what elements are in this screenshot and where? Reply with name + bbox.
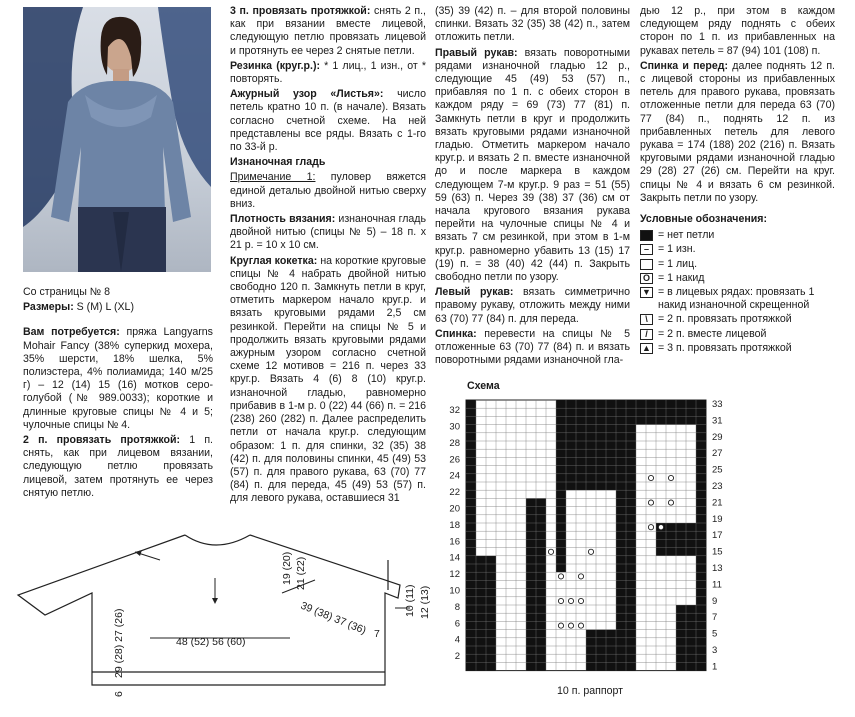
legend [640, 213, 840, 356]
row-number-left: 28 [449, 437, 460, 449]
no-stitch-cell [586, 630, 616, 671]
legend-rows [640, 229, 840, 355]
legend-text: = 1 лиц. [658, 257, 698, 270]
no-stitch-cell [696, 400, 706, 671]
legend-symbol-icon: O [640, 273, 653, 284]
yarn-over-icon [558, 623, 563, 628]
yarn-over-icon [648, 500, 653, 505]
back-front-text: далее поднять 12 п. с лицевой стороны из прибавленных петель для правого рукава, провязать отложенные петли для переда 63 (70) 77 (84) п., поднять 12 п. из прибавленных петель для левого рукава = 174 (188) 202 (216) п. Вязать круговыми рядами изнаночной гладью 29 (28) 27 (26) см. Перейти на круг. спицы № 4 и вязать 6 см резинкой. Закрыть петли по узору. [640, 59, 836, 204]
legend-item [640, 328, 840, 341]
note-text: пуловер вяжется единой деталью двойной нитью сверху вниз. [230, 171, 426, 210]
arrow-head-icon [212, 598, 218, 604]
rapport-label: 10 п. раппорт [556, 685, 623, 697]
yarn-over-icon [578, 623, 583, 628]
lace-label: Ажурный узор «Листья»: [230, 88, 384, 101]
row-number-right: 27 [712, 448, 723, 460]
yarn-over-icon [668, 500, 673, 505]
yoke-depth-a: 19 (20) [281, 551, 293, 585]
no-stitch-cell [466, 400, 476, 671]
legend-item [640, 313, 840, 326]
row-number-left: 10 [449, 585, 460, 597]
intro-column [23, 286, 213, 502]
row-number-left: 24 [449, 470, 460, 482]
yoke-label: Круглая кокетка: [230, 254, 318, 267]
rib-label: Резинка (круг.р.): [230, 59, 321, 72]
legend-text: = 2 п. вместе лицевой [658, 327, 767, 340]
row-number-left: 18 [449, 519, 460, 531]
gauge-label: Плотность вязания: [230, 213, 336, 226]
yarn-over-icon [558, 574, 563, 579]
row-number-left: 2 [454, 651, 460, 663]
legend-symbol-icon: ▼ [640, 287, 653, 298]
sizes-line [23, 301, 213, 314]
materials-label: Вам потребуется: [23, 326, 120, 339]
legend-symbol-icon [640, 259, 653, 270]
row-number-right: 23 [712, 480, 723, 492]
back-text: перевести на спицы № 5 отложенные 63 (70) 77 (84) п. и вязать поворотными рядами изнаночной гла- [435, 327, 630, 367]
instructions-column-4 [640, 5, 835, 207]
legend-symbol-icon [640, 230, 653, 241]
legend-symbol-icon: / [640, 329, 653, 340]
yarn-over-icon [578, 574, 583, 579]
legend-text: = нет петли [658, 229, 715, 242]
legend-item [640, 243, 840, 256]
sleeve-length: 39 (38) 37 (36) [298, 599, 368, 637]
back-front-label: Спинка и перед: [640, 59, 729, 72]
lace-chart [440, 392, 730, 684]
rib-text: * 1 лиц., 1 изн., от * повторять. [230, 59, 426, 86]
row-number-left: 16 [449, 536, 460, 548]
instructions-column-2 [230, 5, 426, 508]
yoke-depth-b: 21 (22) [295, 556, 307, 590]
gauge-text: изнаночная гладь двойной нитью (спицы № 5) – 18 п. х 21 р. = 10 х 10 см. [230, 213, 426, 252]
note-paragraph [230, 171, 426, 211]
row-number-right: 9 [712, 595, 718, 607]
row-number-left: 32 [449, 405, 460, 417]
legend-text: = 1 накид [658, 271, 705, 284]
left-sleeve-text: вязать симметрично правому рукаву, отложить между ними 63 (70) 77 (84) п. для переда. [435, 286, 630, 325]
garment-schematic [0, 500, 440, 717]
model-photo [23, 7, 211, 272]
cuff-width-b: 12 (13) [419, 585, 431, 619]
legend-item [640, 229, 840, 242]
row-number-right: 1 [712, 661, 718, 673]
body-length: 29 (28) 27 (26) [113, 608, 125, 678]
yarn-over-icon [578, 598, 583, 603]
purl-heading: Изнаночная гладь [230, 156, 326, 169]
yarn-over-icon [658, 525, 663, 530]
legend-text: = 1 изн. [658, 243, 696, 256]
legend-symbol-icon: \ [640, 314, 653, 325]
legend-item [640, 272, 840, 285]
k2tog-label: 2 п. провязать протяжкой: [23, 434, 181, 447]
right-sleeve-label: Правый рукав: [435, 46, 518, 59]
spacer [23, 316, 213, 324]
yarn-over-icon [548, 549, 553, 554]
row-number-right: 3 [712, 644, 718, 656]
yarn-over-icon [568, 598, 573, 603]
materials-paragraph [23, 326, 213, 432]
legend-item [640, 342, 840, 355]
sizes-value: S (M) L (XL) [73, 301, 134, 314]
model-photo-illustration [23, 7, 211, 272]
row-number-right: 17 [712, 530, 723, 542]
cuff-width-a: 10 (11) [404, 584, 416, 617]
legend-text: = 3 п. провязать протяжкой [658, 341, 792, 354]
no-stitch-cell [556, 400, 566, 572]
row-number-right: 31 [712, 415, 723, 427]
rib-paragraph [230, 60, 426, 86]
lace-text: число петель кратно 10 п. (в начале). Вязать согласно счетной схеме. На ней представлены все ряды. Вязать с 1-го по 33-й р. [230, 88, 426, 154]
row-number-right: 29 [712, 431, 723, 443]
legend-text: = 2 п. провязать протяжкой [658, 313, 792, 326]
legend-symbol-icon: ▲ [640, 343, 653, 354]
legend-title: Условные обозначения: [640, 213, 767, 225]
yarn-over-icon [648, 475, 653, 480]
legend-item [640, 286, 840, 312]
k3-label: 3 п. провязать протяжкой: [230, 5, 371, 17]
right-sleeve-text: вязать поворотными рядами изнаночной гладью 12 р., следующие 45 (49) 53 (57) п., прибавляя по 1 п. с обеих сторон в каждом ряду = 69 (73) 77 (81) п. Замкнуть петли в круг и продолжить вязать круговыми рядами изнаночной гладью. Отметить маркером начало круг.р. и вязать 2 п. вместе изнаночной до и после маркера в каждом следующем 7-м круг.р. 9 раз = 51 (55) 59 (63) п. Через 39 (38) 37 (36) см от начала кругового вязания рукава перейти на чулочные спицы № 4 и вязать 7 см резинкой, при этом в 1-м круг.р. равномерно убавить 13 (15) 17 (19) п. = 38 (40) 42 (44) п. Закрыть свободно петли по узору. [435, 46, 630, 284]
right-sleeve-paragraph [435, 47, 630, 285]
source-page: Со страницы № 8 [23, 286, 111, 298]
schema-title: Схема [467, 380, 500, 392]
cuff-height: 7 [374, 628, 380, 640]
yarn-over-icon [588, 549, 593, 554]
row-number-left: 12 [449, 569, 460, 581]
k3-paragraph [230, 5, 426, 58]
body-outline [18, 535, 400, 685]
gauge-paragraph [230, 213, 426, 253]
neckline [185, 535, 250, 545]
yoke-paragraph [230, 255, 426, 506]
legend-text: = в лицевых рядах: провязать 1 накид изнаночной скрещенной [658, 286, 815, 312]
row-number-right: 21 [712, 497, 723, 509]
left-sleeve-label: Левый рукав: [435, 286, 514, 299]
yoke-text: на короткие круговые спицы № 4 набрать двойной нитью свободно 120 п. Замкнуть петли в круг, отметить маркером начало круг.р. и вязать круговыми рядами 2,5 см резинкой. Перейти на спицы № 5 и продолжить вязать круговыми рядами ажурным узором согласно счетной схеме 12 мотивов = 216 п. через 33 круг.р. Вязать 4 (6) 8 (10) круг.р. изнаночной гладью, равномерно прибавив в 1-м р. 0 (22) 44 (66) п. = 216 (238) 260 (282) п. Далее распределить петли от начала круг.р. следующим образом: 1 п. для спинки, 32 (35) 38 (42) п. для половины спинки, 45 (49) 53 (57) п. для правого рукава, 63 (70) 77 (84) п. для переда, 45 (49) 53 (57) п. для левого рукава, оставшиеся 31 [230, 254, 426, 505]
row-number-left: 20 [449, 503, 460, 515]
left-sleeve-paragraph [435, 286, 630, 326]
row-number-left: 4 [454, 634, 460, 646]
row-number-right: 25 [712, 464, 723, 476]
sizes-label: Размеры: [23, 301, 74, 314]
k2tog-paragraph [23, 434, 213, 500]
chest-measure: 48 (52) 56 (60) [176, 636, 246, 648]
row-number-right: 19 [712, 513, 723, 525]
note-label: Примечание 1: [230, 171, 316, 184]
materials-text: пряжа Langyarns Mohair Fancy (38% суперкид мохера, 35% шерсти, 18% шелка, 5% полиэстера, 4% полиамида; 140 м/25 г) – 12 (14) 15 (16) мотков серо-голубой (№ 989.0033); короткие и длинные круговые спицы № 4 и 5; чулочные спицы № 4. [23, 326, 213, 431]
legend-symbol-icon: – [640, 244, 653, 255]
back-label: Спинка: [435, 327, 477, 340]
lace-paragraph [230, 88, 426, 154]
instructions-column-3 [435, 5, 630, 369]
row-number-left: 30 [449, 421, 460, 433]
row-number-left: 6 [454, 618, 460, 630]
row-number-right: 11 [712, 579, 722, 591]
row-number-left: 26 [449, 454, 460, 466]
yarn-over-icon [648, 525, 653, 530]
row-number-left: 22 [449, 487, 460, 499]
row-number-right: 15 [712, 546, 723, 558]
back-paragraph [435, 328, 630, 368]
k3-text: снять 2 п., как при вязании вместе лицевой, следующую петлю провязать лицевой и протянуть ее через 2 снятые петли. [230, 5, 426, 57]
hem-height: 6 [113, 691, 125, 697]
yarn-over-icon [668, 475, 673, 480]
row-number-right: 5 [712, 628, 718, 640]
continued-text-2: дью 12 р., при этом в каждом следующем ряду поднять с обеих сторон по 1 п. из прибавленных на рукавах петель = 87 (94) 101 (108) п. [640, 5, 835, 57]
back-front-paragraph [640, 60, 835, 205]
row-number-left: 14 [449, 552, 460, 564]
no-stitch-cell [566, 400, 616, 490]
row-number-left: 8 [454, 601, 460, 613]
yarn-over-icon [568, 623, 573, 628]
legend-item [640, 258, 840, 271]
continued-text: (35) 39 (42) п. – для второй половины спинки. Вязать 32 (35) 38 (42) п., затем отложить петли. [435, 5, 630, 44]
yarn-over-icon [558, 598, 563, 603]
k2tog-text: 1 п. снять, как при лицевом вязании, следующую петлю провязать лицевой, затем протянуть ее через снятую петлю. [23, 434, 213, 499]
row-number-right: 33 [712, 398, 723, 410]
row-number-right: 13 [712, 562, 723, 574]
row-number-right: 7 [712, 612, 718, 624]
